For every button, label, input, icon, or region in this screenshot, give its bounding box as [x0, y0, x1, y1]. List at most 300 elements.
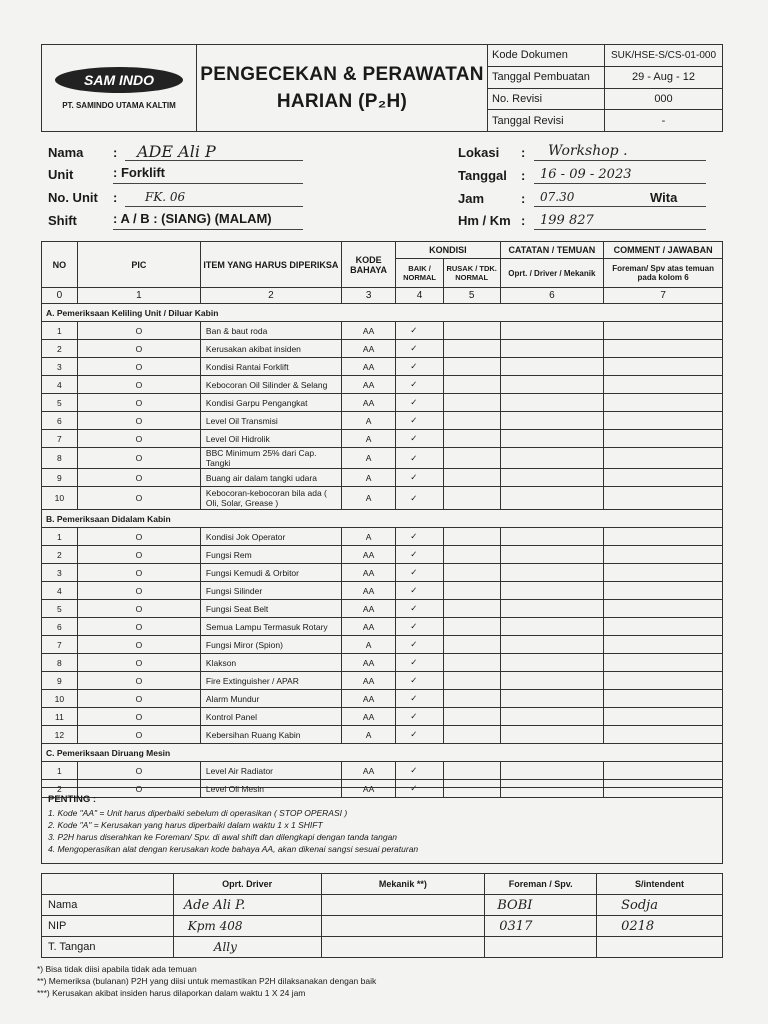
row-kode-bahaya: A — [341, 726, 395, 744]
note-line: 2. Kode "A" = Kerusakan yang harus diperbaiki dalam waktu 1 x 1 SHIFT — [48, 820, 323, 830]
column-number: 0 — [42, 288, 78, 304]
row-rusak-cell — [443, 600, 500, 618]
row-rusak-cell — [443, 322, 500, 340]
table-row — [42, 564, 723, 582]
row-item: Fungsi Seat Belt — [200, 600, 341, 618]
row-item: Kebersihan Ruang Kabin — [200, 726, 341, 744]
row-rusak-cell — [443, 582, 500, 600]
note-line: 1. Kode "AA" = Unit harus diperbaiki sebelum di operasikan ( STOP OPERASI ) — [48, 808, 348, 818]
check-mark-icon: ✓ — [396, 582, 444, 600]
row-catatan-cell — [500, 448, 604, 469]
row-item: Kebocoran Oil Silinder & Selang — [200, 376, 341, 394]
row-kode-bahaya: AA — [341, 780, 395, 798]
col-rusak-header: RUSAK / TDK. NORMAL — [443, 259, 500, 288]
row-number: 10 — [42, 487, 78, 510]
table-row — [42, 528, 723, 546]
footnote: ***) Kerusakan akibat insiden harus dilaporkan dalam waktu 1 X 24 jam — [37, 988, 306, 998]
col-no-header: NO — [42, 242, 78, 288]
form-title-line1: PENGECEKAN & PERAWATAN — [200, 64, 484, 85]
column-number: 2 — [200, 288, 341, 304]
table-row — [42, 636, 723, 654]
row-kode-bahaya: AA — [341, 358, 395, 376]
check-mark-icon: ✓ — [396, 376, 444, 394]
table-row — [42, 600, 723, 618]
sig-sint-signature — [597, 937, 723, 958]
row-catatan-cell — [500, 672, 604, 690]
table-row — [42, 322, 723, 340]
row-pic: O — [77, 340, 200, 358]
lokasi-field: Workshop . — [534, 142, 706, 161]
hmkm-label: Hm / Km — [458, 213, 511, 228]
row-item: Fungsi Kemudi & Orbitor — [200, 564, 341, 582]
shift-label: Shift — [48, 213, 77, 228]
sig-row-label: T. Tangan — [42, 937, 174, 958]
row-catatan-cell — [500, 469, 604, 487]
row-kode-bahaya: AA — [341, 376, 395, 394]
row-kode-bahaya: AA — [341, 690, 395, 708]
row-comment-cell — [604, 654, 723, 672]
doc-value: SUK/HSE-S/CS-01-000 — [605, 45, 723, 67]
sig-foreman-name: BOBI — [485, 895, 597, 916]
row-kode-bahaya: A — [341, 448, 395, 469]
section-header-row — [42, 304, 723, 322]
table-row — [42, 690, 723, 708]
check-mark-icon: ✓ — [396, 528, 444, 546]
row-item: Level Oil Hidrolik — [200, 430, 341, 448]
col-pic-header: PIC — [77, 242, 200, 288]
row-kode-bahaya: A — [341, 487, 395, 510]
row-comment-cell — [604, 528, 723, 546]
table-row — [42, 469, 723, 487]
sig-mekanik-signature — [321, 937, 485, 958]
row-comment-cell — [604, 636, 723, 654]
row-catatan-cell — [500, 394, 604, 412]
row-rusak-cell — [443, 636, 500, 654]
row-pic: O — [77, 582, 200, 600]
row-pic: O — [77, 564, 200, 582]
row-rusak-cell — [443, 430, 500, 448]
section-header-row — [42, 510, 723, 528]
row-catatan-cell — [500, 654, 604, 672]
row-pic: O — [77, 780, 200, 798]
sig-foreman-nip: 0317 — [485, 916, 597, 937]
row-catatan-cell — [500, 636, 604, 654]
row-comment-cell — [604, 618, 723, 636]
row-item: Fire Extinguisher / APAR — [200, 672, 341, 690]
table-row — [42, 430, 723, 448]
sig-mekanik-nip — [321, 916, 485, 937]
row-number: 9 — [42, 672, 78, 690]
row-comment-cell — [604, 340, 723, 358]
doc-value: 29 - Aug - 12 — [605, 66, 723, 88]
sig-sint-name: Sodja — [597, 895, 723, 916]
sig-sint-nip: 0218 — [597, 916, 723, 937]
table-row — [42, 726, 723, 744]
col-catatan-sub: Oprt. / Driver / Mekanik — [500, 259, 604, 288]
shift-field: : A / B : (SIANG) (MALAM) — [113, 211, 303, 230]
row-kode-bahaya: A — [341, 636, 395, 654]
row-rusak-cell — [443, 618, 500, 636]
row-item: Alarm Mundur — [200, 690, 341, 708]
row-catatan-cell — [500, 726, 604, 744]
check-mark-icon: ✓ — [396, 762, 444, 780]
row-pic: O — [77, 358, 200, 376]
row-number: 1 — [42, 322, 78, 340]
footnote: **) Memeriksa (bulanan) P2H yang diisi untuk memastikan P2H dilaksanakan dengan baik — [37, 976, 377, 986]
row-item: Fungsi Rem — [200, 546, 341, 564]
row-item: Kontrol Panel — [200, 708, 341, 726]
row-kode-bahaya: AA — [341, 618, 395, 636]
row-catatan-cell — [500, 430, 604, 448]
row-pic: O — [77, 690, 200, 708]
check-mark-icon: ✓ — [396, 726, 444, 744]
row-item: Level Oli Mesin — [200, 780, 341, 798]
row-pic: O — [77, 430, 200, 448]
sig-driver-header: Oprt. Driver — [173, 874, 321, 895]
sig-foreman-signature — [485, 937, 597, 958]
row-number: 5 — [42, 600, 78, 618]
check-mark-icon: ✓ — [396, 690, 444, 708]
row-pic: O — [77, 528, 200, 546]
table-row — [42, 546, 723, 564]
row-rusak-cell — [443, 708, 500, 726]
section-title: A. Pemeriksaan Keliling Unit / Diluar Kabin — [42, 304, 723, 322]
footnote: *) Bisa tidak diisi apabila tidak ada temuan — [37, 964, 197, 974]
row-pic: O — [77, 322, 200, 340]
row-catatan-cell — [500, 358, 604, 376]
row-catatan-cell — [500, 340, 604, 358]
row-pic: O — [77, 546, 200, 564]
tanggal-field: 16 - 09 - 2023 — [534, 165, 706, 184]
row-number: 2 — [42, 546, 78, 564]
row-comment-cell — [604, 600, 723, 618]
check-mark-icon: ✓ — [396, 340, 444, 358]
check-mark-icon: ✓ — [396, 448, 444, 469]
row-pic: O — [77, 394, 200, 412]
row-number: 6 — [42, 618, 78, 636]
sig-driver-nip: Kpm 408 — [173, 916, 321, 937]
row-catatan-cell — [500, 376, 604, 394]
table-row — [42, 376, 723, 394]
row-pic: O — [77, 726, 200, 744]
row-comment-cell — [604, 412, 723, 430]
row-comment-cell — [604, 448, 723, 469]
table-row — [42, 358, 723, 376]
check-mark-icon: ✓ — [396, 600, 444, 618]
row-comment-cell — [604, 546, 723, 564]
nama-label: Nama — [48, 145, 84, 160]
row-number: 3 — [42, 358, 78, 376]
jam-field: 07.30 Wita — [534, 188, 706, 207]
row-comment-cell — [604, 322, 723, 340]
row-comment-cell — [604, 708, 723, 726]
check-mark-icon: ✓ — [396, 487, 444, 510]
col-comment-header: COMMENT / JAWABAN — [604, 242, 723, 259]
table-row — [42, 412, 723, 430]
check-mark-icon: ✓ — [396, 564, 444, 582]
unit-field: : Forklift — [113, 165, 303, 184]
no-unit-label: No. Unit — [48, 190, 98, 205]
doc-label: No. Revisi — [488, 88, 605, 110]
row-catatan-cell — [500, 690, 604, 708]
row-kode-bahaya: AA — [341, 564, 395, 582]
table-row — [42, 654, 723, 672]
row-pic: O — [77, 672, 200, 690]
row-number: 10 — [42, 690, 78, 708]
table-row — [42, 340, 723, 358]
section-title: C. Pemeriksaan Diruang Mesin — [42, 744, 723, 762]
row-number: 4 — [42, 582, 78, 600]
check-mark-icon: ✓ — [396, 430, 444, 448]
row-number: 8 — [42, 654, 78, 672]
hmkm-field: 199 827 — [534, 211, 706, 230]
table-row — [42, 762, 723, 780]
section-title: B. Pemeriksaan Didalam Kabin — [42, 510, 723, 528]
row-kode-bahaya: AA — [341, 708, 395, 726]
important-notes — [41, 787, 723, 864]
check-mark-icon: ✓ — [396, 394, 444, 412]
row-comment-cell — [604, 672, 723, 690]
row-pic: O — [77, 708, 200, 726]
col-kondisi-header: KONDISI — [396, 242, 500, 259]
column-number: 3 — [341, 288, 395, 304]
column-number: 1 — [77, 288, 200, 304]
row-rusak-cell — [443, 564, 500, 582]
row-rusak-cell — [443, 672, 500, 690]
row-kode-bahaya: AA — [341, 394, 395, 412]
row-pic: O — [77, 376, 200, 394]
row-pic: O — [77, 412, 200, 430]
row-pic: O — [77, 487, 200, 510]
row-catatan-cell — [500, 487, 604, 510]
row-number: 9 — [42, 469, 78, 487]
row-rusak-cell — [443, 448, 500, 469]
row-number: 2 — [42, 780, 78, 798]
row-comment-cell — [604, 726, 723, 744]
unit-label: Unit — [48, 167, 74, 182]
sig-mekanik-header: Mekanik **) — [321, 874, 485, 895]
row-item: Fungsi Silinder — [200, 582, 341, 600]
row-number: 1 — [42, 762, 78, 780]
company-name: PT. SAMINDO UTAMA KALTIM — [62, 100, 176, 110]
notes-title: PENTING : — [48, 794, 97, 805]
row-kode-bahaya: A — [341, 528, 395, 546]
row-catatan-cell — [500, 564, 604, 582]
doc-value: - — [605, 110, 723, 132]
row-number: 7 — [42, 430, 78, 448]
row-number: 1 — [42, 528, 78, 546]
row-rusak-cell — [443, 358, 500, 376]
row-catatan-cell — [500, 582, 604, 600]
row-item: Fungsi Miror (Spion) — [200, 636, 341, 654]
row-kode-bahaya: AA — [341, 322, 395, 340]
tanggal-label: Tanggal — [458, 168, 507, 183]
column-number: 4 — [396, 288, 444, 304]
lokasi-label: Lokasi — [458, 145, 500, 160]
company-logo: SAM INDO — [55, 67, 183, 93]
document-header — [41, 44, 723, 132]
check-mark-icon: ✓ — [396, 654, 444, 672]
row-item: Kondisi Rantai Forklift — [200, 358, 341, 376]
row-catatan-cell — [500, 762, 604, 780]
doc-value: 000 — [605, 88, 723, 110]
row-comment-cell — [604, 564, 723, 582]
row-number: 12 — [42, 726, 78, 744]
row-rusak-cell — [443, 726, 500, 744]
check-mark-icon: ✓ — [396, 322, 444, 340]
row-kode-bahaya: AA — [341, 340, 395, 358]
col-baik-header: BAIK / NORMAL — [396, 259, 444, 288]
row-item: Level Air Radiator — [200, 762, 341, 780]
row-item: BBC Minimum 25% dari Cap. Tangki — [200, 448, 341, 469]
column-number: 6 — [500, 288, 604, 304]
row-kode-bahaya: AA — [341, 582, 395, 600]
row-rusak-cell — [443, 690, 500, 708]
col-catatan-header: CATATAN / TEMUAN — [500, 242, 604, 259]
col-kode-header: KODE BAHAYA — [341, 242, 395, 288]
row-rusak-cell — [443, 762, 500, 780]
row-rusak-cell — [443, 528, 500, 546]
row-pic: O — [77, 469, 200, 487]
doc-label: Tanggal Pembuatan — [488, 66, 605, 88]
row-number: 5 — [42, 394, 78, 412]
check-mark-icon: ✓ — [396, 546, 444, 564]
row-comment-cell — [604, 394, 723, 412]
row-kode-bahaya: AA — [341, 600, 395, 618]
jam-suffix: Wita — [650, 190, 678, 205]
sig-driver-signature: Ally — [173, 937, 321, 958]
row-kode-bahaya: AA — [341, 672, 395, 690]
signature-table — [41, 873, 723, 958]
row-item: Kondisi Garpu Pengangkat — [200, 394, 341, 412]
sig-row-label: Nama — [42, 895, 174, 916]
table-row — [42, 618, 723, 636]
row-pic: O — [77, 654, 200, 672]
title-cell — [197, 45, 488, 132]
row-rusak-cell — [443, 394, 500, 412]
footnotes — [37, 963, 376, 999]
no-unit-field: FK. 06 — [125, 188, 303, 207]
row-number: 8 — [42, 448, 78, 469]
row-pic: O — [77, 618, 200, 636]
row-kode-bahaya: AA — [341, 762, 395, 780]
table-row — [42, 708, 723, 726]
form-title-line2: HARIAN (P₂H) — [276, 91, 408, 112]
row-kode-bahaya: AA — [341, 546, 395, 564]
row-number: 7 — [42, 636, 78, 654]
row-catatan-cell — [500, 546, 604, 564]
row-kode-bahaya: AA — [341, 654, 395, 672]
table-row — [42, 448, 723, 469]
column-number-row — [42, 288, 723, 304]
table-row — [42, 487, 723, 510]
note-line: 3. P2H harus diserahkan ke Foreman/ Spv. di awal shift dan dilengkapi dengan tanda tangan — [48, 832, 398, 842]
row-number: 3 — [42, 564, 78, 582]
row-item: Semua Lampu Termasuk Rotary — [200, 618, 341, 636]
column-number: 7 — [604, 288, 723, 304]
row-rusak-cell — [443, 546, 500, 564]
row-number: 2 — [42, 340, 78, 358]
row-item: Kondisi Jok Operator — [200, 528, 341, 546]
row-catatan-cell — [500, 708, 604, 726]
table-row — [42, 582, 723, 600]
column-number: 5 — [443, 288, 500, 304]
row-catatan-cell — [500, 528, 604, 546]
row-item: Level Oil Transmisi — [200, 412, 341, 430]
table-row — [42, 672, 723, 690]
check-mark-icon: ✓ — [396, 708, 444, 726]
check-mark-icon: ✓ — [396, 469, 444, 487]
row-rusak-cell — [443, 469, 500, 487]
inspection-table — [41, 241, 723, 798]
check-mark-icon: ✓ — [396, 672, 444, 690]
row-rusak-cell — [443, 487, 500, 510]
row-comment-cell — [604, 582, 723, 600]
logo-cell — [42, 45, 197, 132]
row-item: Buang air dalam tangki udara — [200, 469, 341, 487]
row-rusak-cell — [443, 340, 500, 358]
row-rusak-cell — [443, 376, 500, 394]
sig-foreman-header: Foreman / Spv. — [485, 874, 597, 895]
row-pic: O — [77, 636, 200, 654]
row-number: 11 — [42, 708, 78, 726]
row-pic: O — [77, 762, 200, 780]
row-kode-bahaya: A — [341, 412, 395, 430]
sig-sintendent-header: S/intendent — [597, 874, 723, 895]
row-item: Kebocoran-kebocoran bila ada ( Oli, Solar, Grease ) — [200, 487, 341, 510]
row-comment-cell — [604, 487, 723, 510]
row-comment-cell — [604, 690, 723, 708]
col-comment-sub: Foreman/ Spv atas temuan pada kolom 6 — [604, 259, 723, 288]
row-rusak-cell — [443, 654, 500, 672]
table-row — [42, 394, 723, 412]
doc-label: Kode Dokumen — [488, 45, 605, 67]
row-pic: O — [77, 600, 200, 618]
row-comment-cell — [604, 376, 723, 394]
doc-label: Tanggal Revisi — [488, 110, 605, 132]
check-mark-icon: ✓ — [396, 358, 444, 376]
check-mark-icon: ✓ — [396, 618, 444, 636]
note-line: 4. Mengoperasikan alat dengan kerusakan kode bahaya AA, akan dikenai sangsi sesuai peraturan — [48, 844, 419, 854]
row-item: Kerusakan akibat insiden — [200, 340, 341, 358]
row-kode-bahaya: A — [341, 469, 395, 487]
row-item: Ban & baut roda — [200, 322, 341, 340]
check-mark-icon: ✓ — [396, 780, 444, 798]
check-mark-icon: ✓ — [396, 412, 444, 430]
row-catatan-cell — [500, 412, 604, 430]
sig-row-label: NIP — [42, 916, 174, 937]
row-catatan-cell — [500, 322, 604, 340]
row-number: 4 — [42, 376, 78, 394]
row-number: 6 — [42, 412, 78, 430]
jam-label: Jam — [458, 191, 485, 206]
sig-driver-name: Ade Ali P. — [173, 895, 321, 916]
row-comment-cell — [604, 358, 723, 376]
row-catatan-cell — [500, 600, 604, 618]
check-mark-icon: ✓ — [396, 636, 444, 654]
section-header-row — [42, 744, 723, 762]
row-rusak-cell — [443, 412, 500, 430]
sig-mekanik-name — [321, 895, 485, 916]
nama-field: ADE Ali P — [125, 142, 303, 161]
row-item: Klakson — [200, 654, 341, 672]
row-pic: O — [77, 448, 200, 469]
row-kode-bahaya: A — [341, 430, 395, 448]
row-comment-cell — [604, 762, 723, 780]
row-comment-cell — [604, 430, 723, 448]
col-item-header: ITEM YANG HARUS DIPERIKSA — [200, 242, 341, 288]
row-catatan-cell — [500, 618, 604, 636]
